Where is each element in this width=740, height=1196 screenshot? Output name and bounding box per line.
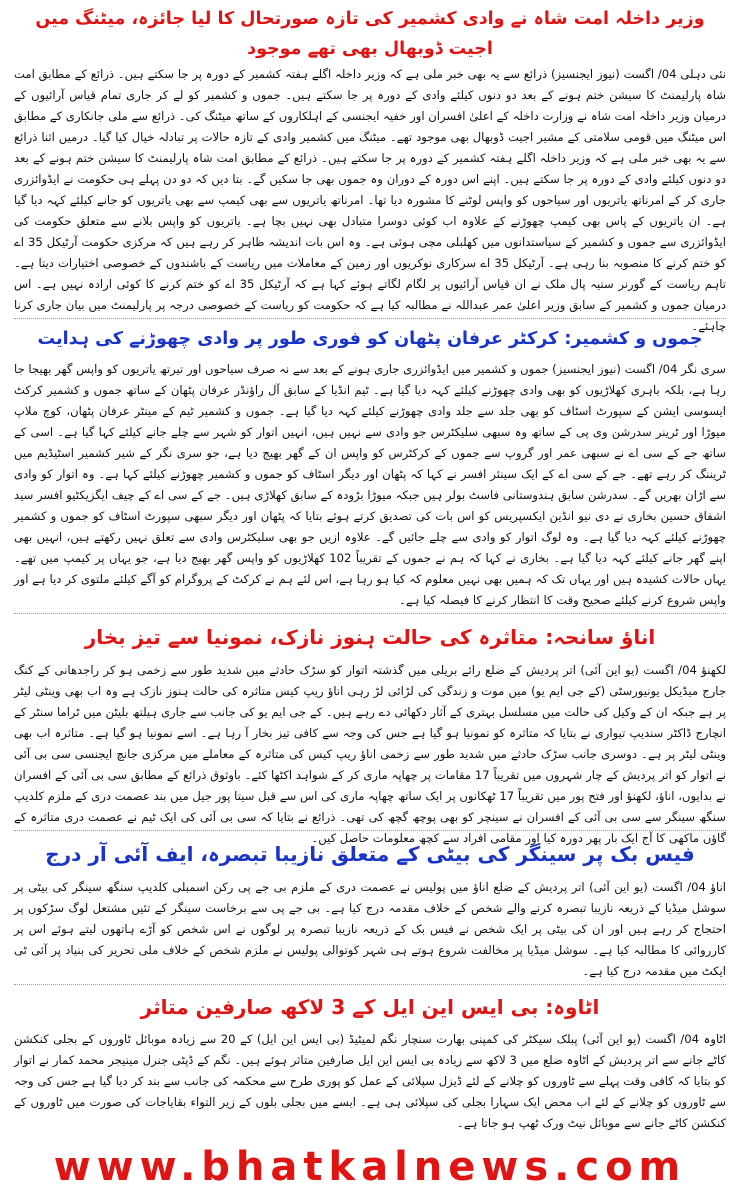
article-irfan-pathan: [0, 319, 740, 614]
article-body-irfan-pathan: سری نگر 04/ اگست (نیوز ایجنسیز) جموں و کشمیر میں ایڈوائزری جاری ہونے کے بعد سے نہ صرف سیاحوں اور تیرتھ یاتریوں کو واپس گھر بھیجا جا رہا ہے، بلکہ باہری کھلاڑیوں کو بھی وادی چھوڑنے کیلئے کہہ دیا گیا ہے۔ ٹیم انڈیا کے سابق آل راؤنڈر عرفان پٹھان کے ساتھ جموں و کشمیر کرکٹ ایسوسی ایشن کے سپورٹ اسٹاف کو بھی جلد سے جلد وادی چھوڑنے کیلئے کہہ دیا گیا ہے۔ جموں و کشمیر ٹیم کے مینٹر عرفان پٹھان، کوچ ملاپ میوڑا اور ٹرینر سدرشن وی پی کے ساتھ وہ سبھی سلیکٹرس جو وادی سے نہیں ہیں، انہیں اتوار کو شہر سے چلے جانے کیلئے کہا گیا ہے۔ اسی کے ساتھ جے کے سی اے نے سبھی عمر اور گروپ سے جموں کے کرکٹرس کو واپس ان کے گھر بھیج دیا ہے، جو سری نگر کے شیر کشمیر اسٹیڈیم میں ٹریننگ کر رہے تھے۔ جے کے سی اے کے ایک سینئر افسر نے کہا کہ پٹھان اور دیگر اسٹاف کو جموں و کشمیر چھوڑنے کیلئے کہا ہے۔ وہ اتوار کو وادی سے اڑان بھریں گے۔ سدرشن سابق ہندوستانی فاسٹ بولر ہیں جبکہ میوڑا بڑودہ کے سابق کھلاڑی ہیں۔ جے کے سی اے کے چیف ایگزیکٹیو افسر سید اشفاق حسین بخاری نے دی نیو انڈین ایکسپریس کو اس بات کی تصدیق کرتے ہوئے بتایا کہ پٹھان اور دیگر سبھی سپورٹ اسٹاف کو جموں و کشمیر چھوڑنے کیلئے کہہ دیا گیا ہے۔ وہ لوگ اتوار کو وادی سے چلے جائیں گے۔ علاوہ ازیں جو بھی سلیکٹرس وادی سے تعلق نہیں رکھتے ہیں، انہیں بھی اپنے گھر جانے کیلئے کہہ دیا گیا ہے۔ بخاری نے کہا کہ ہم نے جموں کے تقریباً 102 کھلاڑیوں کو واپس گھر بھیج دیا ہے، جو یہاں پر کیمپ میں تھے۔ یہاں حالات کشیدہ ہیں اور یہاں تک کہ ہمیں بھی نہیں معلوم کہ کیا ہو رہا ہے، اس لئے ہم نے کرکٹ کے پروگرام کو آگے کیلئے ملتوی کر دیا ہے اور واپس شروع کرنے کیلئے صحیح وقت کا انتظار کرنے کا فیصلہ کیا ہے۔: [14, 359, 726, 614]
headline-bsnl-etawah: اٹاوہ: بی ایس این ایل کے 3 لاکھ صارفین متاثر: [140, 995, 600, 1019]
article-body-bsnl-etawah: اٹاوہ 04/ اگست (یو این آئی) پبلک سیکٹر کی کمپنی بھارت سنچار نگم لمیٹیڈ (بی ایس این ایل) کے 20 سے زیادہ موبائل ٹاوروں کے بجلی کنکشن کاٹے جانے سے اتر پردیش کے اٹاوہ ضلع میں 3 لاکھ سے زیادہ بی ایس این ایل صارفین متاثر ہوئے ہیں۔ نگم کے ڈپٹی جنرل مینیجر محمد کمار نے اتوار کو بتایا کہ کافی وقت پہلے سے ٹاوروں کو چلانے کے لئے ڈیزل سپلائی کے عمل کو پوری طرح سے محکمہ کی جانب سے بند کر دیا گیا ہے جس کی وجہ سے ٹاوروں کو چلانے کے لئے اب محض ایک سہارا بجلی کی سپلائی ہی ہے۔ ایسے میں بجلی بلوں کے زیر التواء بقایاجات کی صورت میں ٹاوروں کے کنکشن کاٹے جانے سے موبائل نیٹ ورک ٹھپ ہو جاتا ہے۔: [14, 1032, 726, 1130]
article-body-amit-shah: نئی دہلی 04/ اگست (نیوز ایجنسیز) ذرائع سے یہ بھی خبر ملی ہے کہ وزیر داخلہ اگلے ہفتہ کشمیر کے دورہ پر جا سکتے ہیں۔ ذرائع کے مطابق امت شاہ پارلیمنٹ کا سیشن ختم ہونے کے بعد دو دنوں کیلئے وادی کے دورہ پر جا سکتے ہیں۔ جموں و کشمیر کو لے کر جاری تمام قیاس آرائیوں کے درمیان وزیر داخلہ امت شاہ نے وزارت داخلہ کے اعلیٰ افسران اور خفیہ ایجنسی کے اہلکاروں کے ساتھ میٹنگ کی۔ ذرائع سے ملی جانکاری کے مطابق اس میٹنگ میں قومی سلامتی کے مشیر اجیت ڈوبھال بھی موجود تھے۔ میٹنگ میں کشمیر وادی کے تازہ حالات پر تبادلہ خیال کیا گیا۔ درمیں اثنا ذرائع سے یہ بھی خبر ملی ہے کہ وزیر داخلہ اگلے ہفتہ کشمیر کے دورہ پر جا سکتے ہیں۔ ذرائع کے مطابق امت شاہ پارلیمنٹ کا سیشن ختم ہونے کے بعد دو دنوں کیلئے وادی کے دورہ پر جا سکتے ہیں۔ اپنے اس دورہ کے دوران وہ جموں بھی جا سکیں گے۔ بتا دیں کہ دو دن پہلے ہی حکومت نے ایڈوائزری جاری کر کے امرناتھ یاتریوں اور سیاحوں کو واپس لوٹنے کا مشورہ دیا تھا۔ امرناتھ یاتریوں سے بھی کیمپ سے بھی یاتریوں کو جانے کیلئے کہہ دیا گیا ہے۔ ان یاتریوں کے پاس بھی کیمپ چھوڑنے کے علاوہ اب کوئی دوسرا متبادل بھی نہیں بچا ہے۔ یاتریوں کو واپس بلانے سے متعلق حکومت کی ایڈوائزری سے جموں و کشمیر کے سیاستدانوں میں کھلبلی مچی ہوئی ہے۔ وہ اس بات اندیشہ ظاہر کر رہے ہیں کہ مرکزی حکومت آرٹیکل 35 اے کو ختم کرنے کا منصوبہ بنا رہی ہے۔ آرٹیکل 35 اے سرکاری نوکریوں اور زمین کے معاملات میں ریاست کے باشندوں کے خصوصی اختیارات دیتا ہے۔ تاہم ریاست کے گورنر ستیہ پال ملک نے ان قیاس آرائیوں پر لگام لگاتے ہوئے کہا ہے کہ آرٹیکل 35 اے کو ختم کرنے کا کوئی ارادہ نہیں ہے۔ اس درمیان جموں و کشمیر کے سابق وزیر اعلیٰ عمر عبداللہ نے مطالبہ کیا ہے کہ حکومت کو ریاست کے خصوصی درجہ پر پارلیمنٹ میں بیان جاری کرنا چاہئے۔: [14, 64, 726, 319]
headline-amit-shah: وزیر داخلہ امت شاہ نے وادی کشمیر کی تازہ صورتحال کا لیا جائزہ، میٹنگ میں اجیت ڈوبھال بھی تھے موجود: [35, 9, 705, 59]
headline-facebook-fir: فیس بک پر سینگر کی بیٹی کے متعلق نازیبا تبصرہ، ایف آئی آر درج: [45, 842, 695, 866]
article-unnao-victim: [0, 614, 740, 845]
article-facebook-fir: [0, 831, 740, 985]
article-body-unnao-victim: لکھنؤ 04/ اگست (یو این آئی) اتر پردیش کے ضلع رائے بریلی میں گذشتہ اتوار کو سڑک حادثے میں شدید طور سے زخمی ہو کر راجدھانی کے کنگ جارج میڈیکل یونیورسٹی (کے جی ایم یو) میں موت و زندگی کی لڑائی لڑ رہی اناؤ ریپ کیس متاثرہ کی حالت ہنوز نازک ہے وہ اب بھی وینٹی لیٹر پر ہے جبکہ ان کے وکیل کی حالت میں مسلسل بہتری کے آثار دکھائی دے رہے ہیں۔ کے جی ایم یو کی جانب سے جاری ہیلتھ بلیٹن میں ٹراما سنٹر کے انچارج ڈاکٹر سندیپ تیواری نے بتایا کہ متاثرہ کو نمونیا ہو گیا ہے جس کی وجہ سے کافی تیز بخار آ رہا ہے۔ اسے نمونیا ہو گیا ہے۔ متاثرہ اب بھی وینٹی لیٹر پر ہے۔ دوسری جانب سڑک حادثے میں شدید طور سے زخمی اناؤ ریپ کیس کی متاثرہ کے معاملے میں مرکزی جانچ ایجنسی سی بی آئی نے اتوار کو اتر پردیش کے چار شہروں میں تقریباً 17 مقامات پر چھاپہ ماری کر کے شواہد اکٹھا کئے۔ باوثوق ذرائع کے مطابق سی بی آئی کے افسران نے بدایوں، اناؤ، لکھنؤ اور فتح پور میں تقریباً 17 ٹھکانوں پر ایک ساتھ چھاپہ ماری کی اس سے قبل سیتا پور جیل میں بند عصمت دری کے ملزم کلدیپ سنگھ سینگر سے سی بی آئی کے افسران نے سینچر کو بھی پوچھ گچھ کی تھی۔ ذرائع نے بتایا کہ سی بی آئی کی ایک ٹیم نے عصمت دری متاثرہ کے گاؤں ماکھی کا آج ایک بار پھر دورہ کیا اور مقامی افراد سے کچھ معلومات حاصل کیں۔: [14, 660, 726, 831]
headline-unnao-victim: اناؤ سانحہ: متاثرہ کی حالت ہنوز نازک، نمونیا سے تیز بخار: [84, 625, 656, 649]
headline-irfan-pathan: جموں و کشمیر: کرکٹر عرفان پٹھان کو فوری طور پر وادی چھوڑنے کی ہدایت: [37, 329, 703, 349]
article-body-facebook-fir: اناؤ 04/ اگست (یو این آئی) اتر پردیش کے ضلع اناؤ میں پولیس نے عصمت دری کے ملزم بی جے پی رکن اسمبلی کلدیپ سنگھ سینگر کی بیٹی پر سوشل میڈیا کے ذریعہ نازیبا تبصرہ کرنے والے شخص کے خلاف مقدمہ درج کیا ہے۔ بی جے پی سے برخاست سینگر کے تئیں مشتعل لوگ سڑکوں پر احتجاج کر رہے ہیں اور ان کی بیٹی پر ایک شخص نے فیس بک کے ذریعہ نازیبا تبصرہ پر لوگوں نے اس شخص کو آڑے ہاتھوں لیتے ہوئے اس پر کارروائی کا مطالبہ کیا ہے۔ سوشل میڈیا پر مخالفت شروع ہوتے ہی شہر کوتوالی پولیس نے ملزم شخص کے خلاف ملی تحریر کی بنیاد پر آئی ٹی ایکٹ میں مقدمہ درج کیا ہے۔: [14, 877, 726, 985]
article-amit-shah: [0, 0, 740, 333]
site-footer-url: www.bhatkalnews.com: [53, 1144, 687, 1190]
article-bsnl-etawah: [0, 985, 740, 1130]
